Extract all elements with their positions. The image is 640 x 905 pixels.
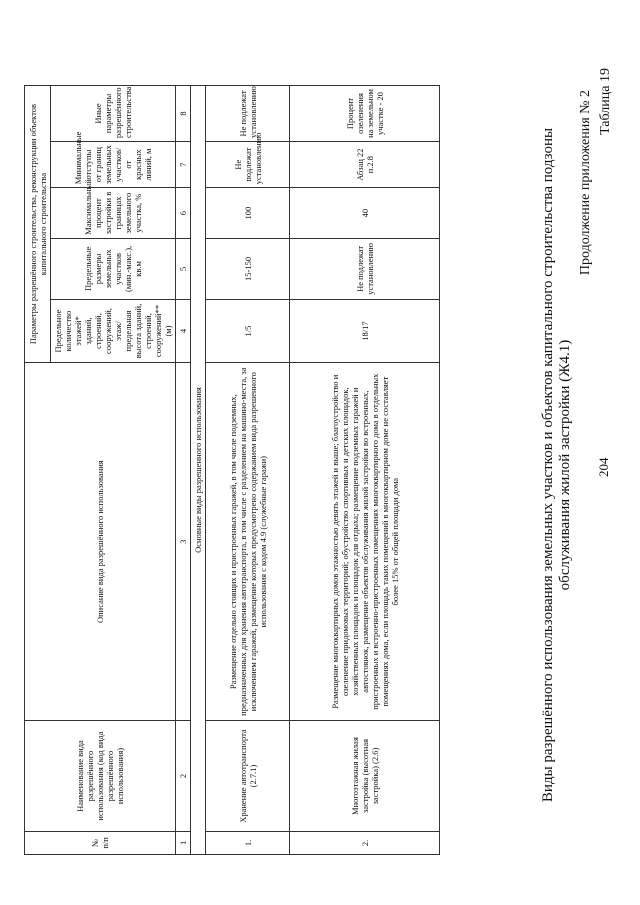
header-coverage: Максимальный процент застройки в границах земельного участка, % <box>51 188 176 239</box>
table-header-row <box>25 86 51 855</box>
col-number: 6 <box>176 188 191 239</box>
section-title: Основные виды разрешенного использования <box>191 86 206 855</box>
col-number: 3 <box>176 363 191 721</box>
row-sizes: 15-150 <box>206 238 290 299</box>
row-sizes: Не подлежат установлению <box>290 238 440 299</box>
col-number: 7 <box>176 141 191 187</box>
section-row <box>191 86 206 855</box>
row-setback: Абзац 22 п.2.8 <box>290 141 440 187</box>
header-floors: Предельное количество этажей* зданий, строений, сооружений, этаж/предельная высота зданий, строений, сооружений** (м) <box>51 299 176 362</box>
col-number: 4 <box>176 299 191 362</box>
regulations-table <box>24 85 440 855</box>
row-coverage: 40 <box>290 188 440 239</box>
row-num: 1. <box>206 831 290 854</box>
column-numbers-row <box>176 86 191 855</box>
header-setback: Минимальные отступы от границ земельных участков/ от красных линий, м <box>51 141 176 187</box>
table-row <box>206 86 290 855</box>
continuation-label: Продолжение приложения № 2 <box>578 90 593 276</box>
col-number: 1 <box>176 831 191 854</box>
row-other: Не подлежат установлению <box>206 86 290 142</box>
table-label: Таблица 19 <box>598 68 613 135</box>
row-floors: 18/17 <box>290 299 440 362</box>
header-sizes: Предельные размеры земельных участков (мин.-макс.), кв.м <box>51 238 176 299</box>
row-desc: Размещение отдельно стоящих и пристроенных гаражей, в том числе подземных, предназначенных для хранения автотранспорта, в том числе с разделением на машино-места, за исключением гаражей, размещение которых предусмотрено содержанием вида разрешенного использования с кодом 4.9 (служебные гаражи) <box>206 363 290 721</box>
header-name: Наименование вида разрешённого использования (код вида разрешённого использования) <box>25 721 176 832</box>
header-desc: Описание вида разрешённого использования <box>25 363 176 721</box>
page-number: 204 <box>596 457 611 477</box>
row-desc: Размещение многоквартирных домов этажностью девять этажей и выше; благоустройство и озеленение придомовых территорий; обустройство спортивных и детских площадок, хозяйственных площадок и площадок для отдыха; размещение подземных гаражей и автостоянок, размещение объектов обслуживания жилой застройки во встроенных, пристроенных и встроенно-пристроенных помещениях многоквартирного дома в отдельных помещениях дома, если площадь таких помещений в многоквартирном доме не составляет более 15% от общей площади дома <box>290 363 440 721</box>
row-name: Хранение автотранспорта (2.7.1) <box>206 721 290 832</box>
row-other: Процент озеленения на земельном участке - 20 <box>290 86 440 142</box>
table-title: Виды разрешённого использования земельных участков и объектов капитального строительства подзоны обслуживания жилой застройки (Ж4.1) <box>540 127 573 803</box>
row-num: 2. <box>290 831 440 854</box>
col-number: 5 <box>176 238 191 299</box>
row-coverage: 100 <box>206 188 290 239</box>
row-floors: 1/5 <box>206 299 290 362</box>
row-name: Многоэтажная жилая застройка (высотная застройка) (2.6) <box>290 721 440 832</box>
row-setback: Не подлежат установлению <box>206 141 290 187</box>
header-other: Иные параметры разрешённого строительства <box>51 86 176 142</box>
col-number: 2 <box>176 721 191 832</box>
header-num: № п/п <box>25 831 176 854</box>
table-row <box>290 86 440 855</box>
header-params: Параметры разрешённого строительства, реконструкции объектов капитального строительства <box>25 86 51 363</box>
col-number: 8 <box>176 86 191 142</box>
